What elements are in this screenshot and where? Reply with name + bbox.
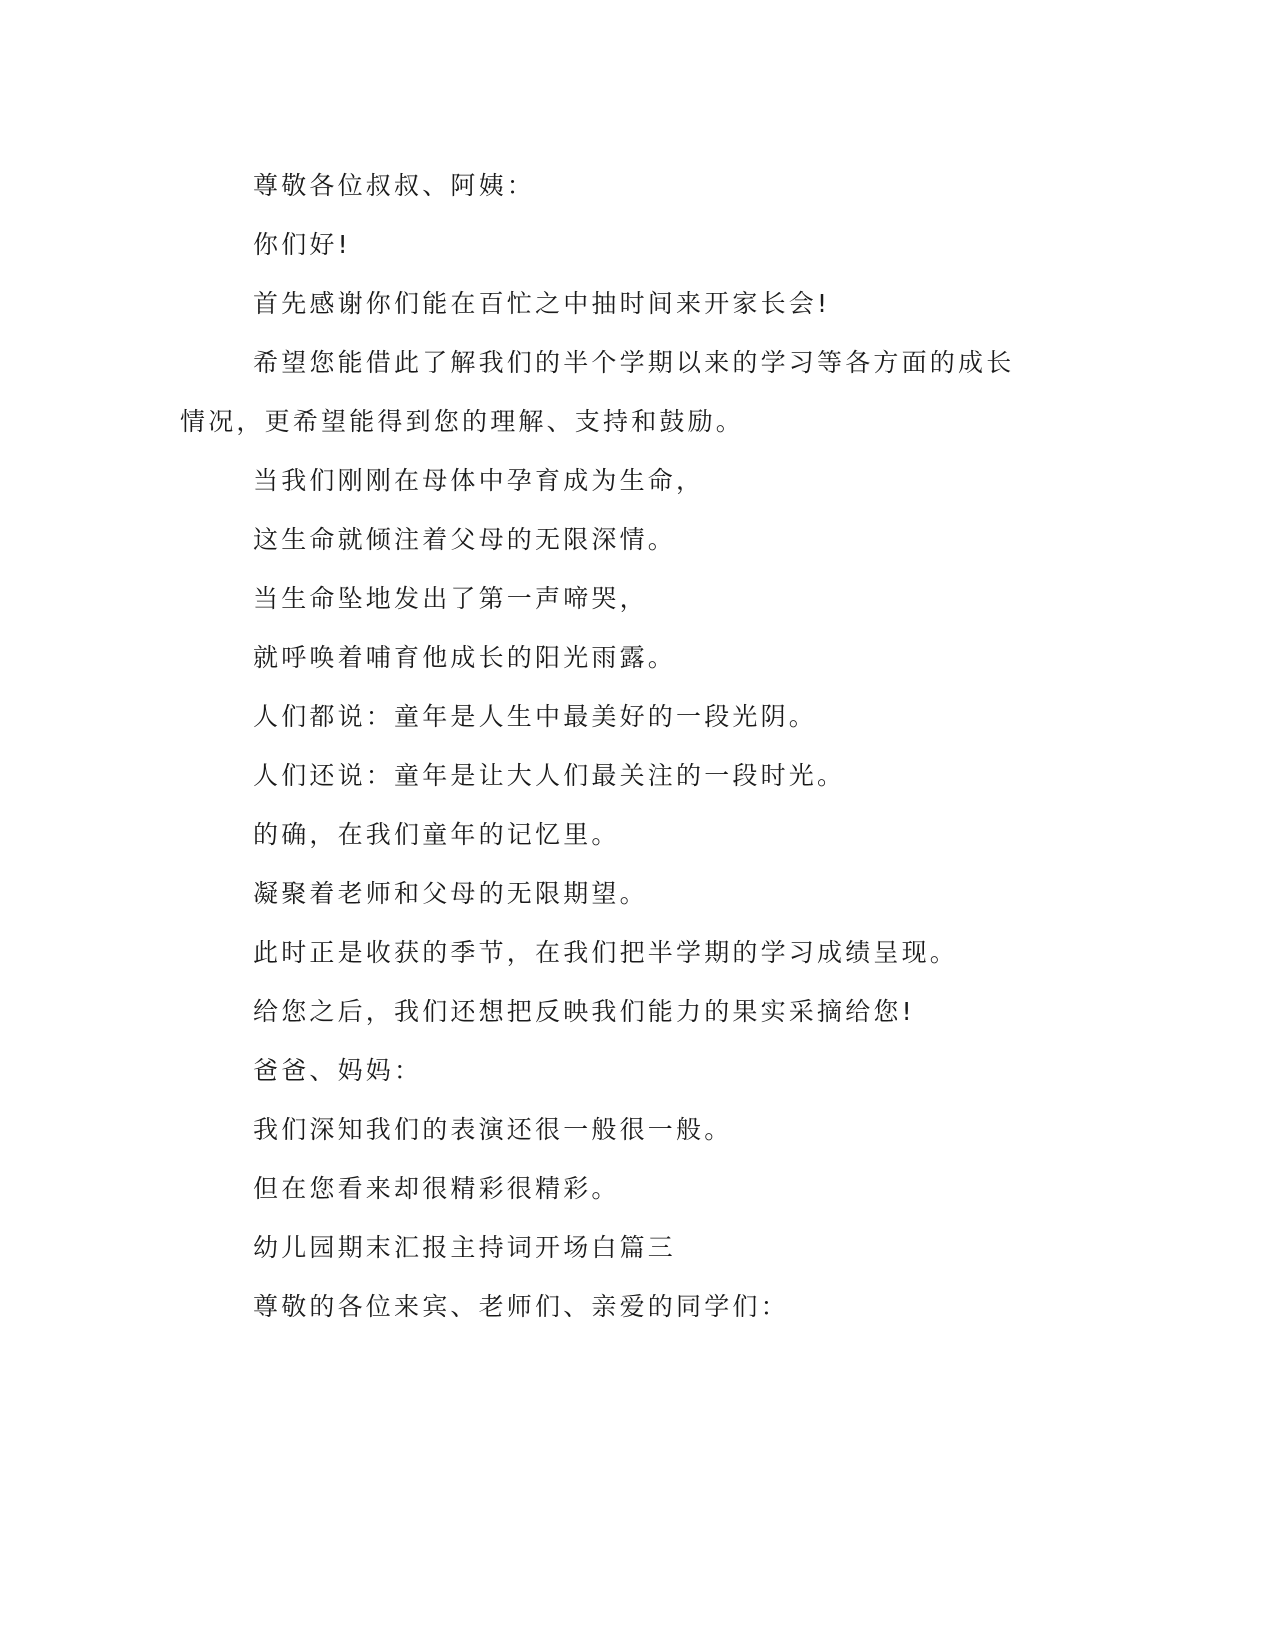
paragraph-guests-greeting: 尊敬的各位来宾、老师们、亲爱的同学们： [253, 1292, 789, 1321]
paragraph-line: 这生命就倾注着父母的无限深情。 [253, 525, 677, 554]
paragraph-line: 就呼唤着哺育他成长的阳光雨露。 [253, 643, 677, 672]
paragraph-greeting: 尊敬各位叔叔、阿姨： [253, 171, 536, 200]
paragraph-line: 的确，在我们童年的记忆里。 [253, 820, 620, 849]
paragraph-line: 人们还说：童年是让大人们最关注的一段时光。 [253, 761, 846, 790]
paragraph-line: 当我们刚刚在母体中孕育成为生命， [253, 466, 705, 495]
paragraph-line: 凝聚着老师和父母的无限期望。 [253, 879, 648, 908]
paragraph-line: 当生命坠地发出了第一声啼哭， [253, 584, 648, 613]
paragraph-line: 我们深知我们的表演还很一般很一般。 [253, 1115, 733, 1144]
paragraph-thanks: 首先感谢你们能在百忙之中抽时间来开家长会! [253, 289, 831, 318]
paragraph-line: 给您之后，我们还想把反映我们能力的果实采摘给您! [253, 997, 915, 1026]
paragraph-hope: 希望您能借此了解我们的半个学期以来的学习等各方面的成长情况，更希望能得到您的理解、支持和鼓励。 [180, 348, 1015, 436]
paragraph-hello: 你们好! [253, 230, 351, 259]
document-body [180, 156, 1040, 1336]
paragraph-line: 此时正是收获的季节，在我们把半学期的学习成绩呈现。 [253, 938, 959, 967]
paragraph-line: 但在您看来却很精彩很精彩。 [253, 1174, 620, 1203]
paragraph-line: 人们都说：童年是人生中最美好的一段光阴。 [253, 702, 818, 731]
paragraph-parents-greeting: 爸爸、妈妈： [253, 1056, 423, 1085]
section-heading: 幼儿园期末汇报主持词开场白篇三 [253, 1233, 677, 1262]
